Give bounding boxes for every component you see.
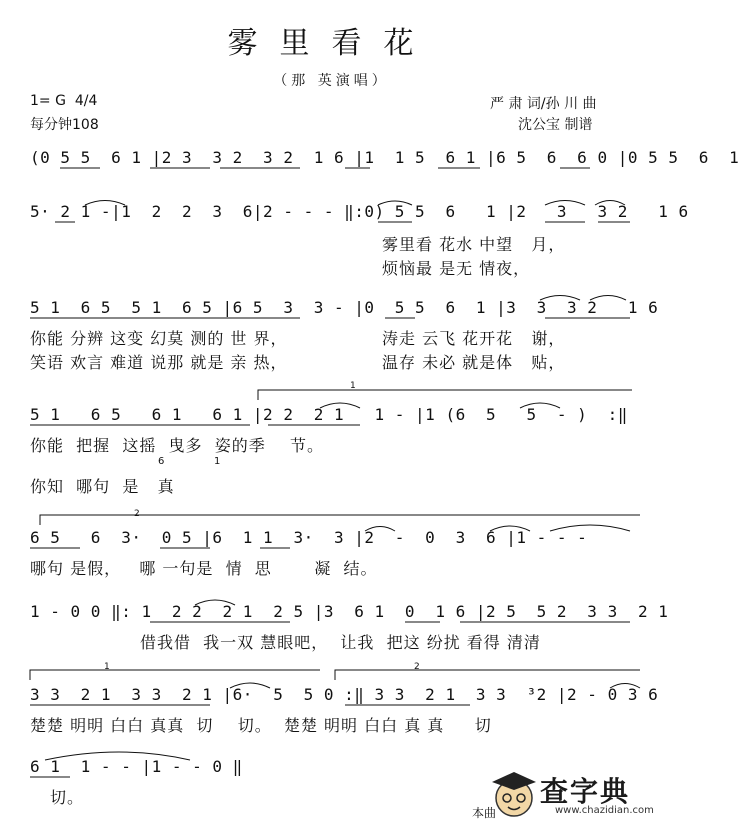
volta-bracket — [30, 670, 320, 680]
score-row-2-notes: 5· 2 1 -|1 2 2 3 6|2 - - - ‖:0) 5 5 6 1 |2 3 3 2 1 6 — [30, 202, 689, 221]
score-row-4-lyric-2: 你知 哪句 是 真 — [30, 477, 175, 496]
score-row-2-lyric-1: 雾里看 花水 中望 月， — [382, 235, 566, 254]
score-row-3-notes: 5 1 6 5 5 1 6 5 |6 5 3 3 - |0 5 5 6 1 |3 3 3 2 1 6 — [30, 298, 659, 317]
score-row-4-lyric-1: 你能 把握 这摇 曳多 姿的季 节。 — [30, 436, 325, 455]
small-note-6: 6 — [158, 456, 165, 467]
watermark-url: www.chazidian.com — [555, 805, 654, 816]
volta-bracket — [258, 390, 632, 400]
arranger-credit: 沈公宝 制谱 — [518, 117, 593, 133]
score-row-3-lyric-1a: 你能 分辨 这变 幻莫 测的 世 界， — [30, 329, 288, 348]
score-row-4-notes: 5 1 6 5 6 1 6 1 |2 2 2 1 1 - |1 (6 5 5 - ) :‖ — [30, 405, 628, 424]
score-row-6-notes: 1 - 0 0 ‖: 1 2 2 2 1 2 5 |3 6 1 0 1 6 |2 5 5 2 3 3 2 1 — [30, 602, 669, 621]
composer-credit: 严 肃 词/孙 川 曲 — [490, 96, 597, 112]
volta-1-label: 1 — [350, 381, 356, 391]
score-row-3-lyric-1b: 涛走 云飞 花开花 谢， — [382, 329, 566, 348]
singer-credit: （那 英演唱） — [273, 73, 390, 89]
score-row-3-lyric-2b: 温存 未必 就是体 贴， — [382, 353, 566, 372]
volta-bracket — [335, 670, 640, 680]
score-row-7-notes: 3 3 2 1 3 3 2 1 |6· 5 5 0 :‖ 3 3 2 1 3 3 ³2 |2 - 0 3 6 — [30, 685, 659, 704]
small-note-1: 1 — [214, 456, 221, 467]
tempo-marking: 每分钟108 — [30, 117, 99, 133]
watermark-brand: 查字典 — [540, 775, 631, 808]
volta-bracket — [40, 515, 640, 525]
score-row-1-notes: (0 5 5 6 1 |2 3 3 2 3 2 1 6 |1 1 5 6 1 |6 5 6 6 0 |0 5 5 6 1 — [30, 148, 739, 167]
score-row-7-lyric-1: 楚楚 明明 白白 真真 切 切。 楚楚 明明 白白 真 真 切 — [30, 716, 492, 735]
score-row-6-lyric-1: 借我借 我一双 慧眼吧， 让我 把这 纷扰 看得 清清 — [140, 633, 541, 652]
volta-2-label-b: 2 — [414, 662, 420, 672]
volta-2-label: 2 — [134, 509, 140, 519]
score-row-8-notes: 6 1 1 - - |1 - - 0 ‖ — [30, 757, 243, 776]
watermark-prefix: 本曲 — [472, 806, 497, 820]
score-row-5-notes: 6 5 6 3· 0 5 |6 1 1 3· 3 |2 - 0 3 6 |1 - - - — [30, 528, 588, 547]
key-signature: 1= G 4/4 — [30, 93, 98, 109]
volta-1-label-b: 1 — [104, 662, 110, 672]
score-row-3-lyric-2a: 笑语 欢言 难道 说那 就是 亲 热， — [30, 353, 288, 372]
score-row-8-lyric-1: 切。 — [50, 788, 85, 807]
song-title: 雾里看花 — [227, 26, 436, 61]
score-row-5-lyric-1: 哪句 是假， 哪 一句是 情 思 凝 结。 — [30, 559, 378, 578]
score-row-2-lyric-2: 烦恼最 是无 情夜， — [382, 259, 531, 278]
